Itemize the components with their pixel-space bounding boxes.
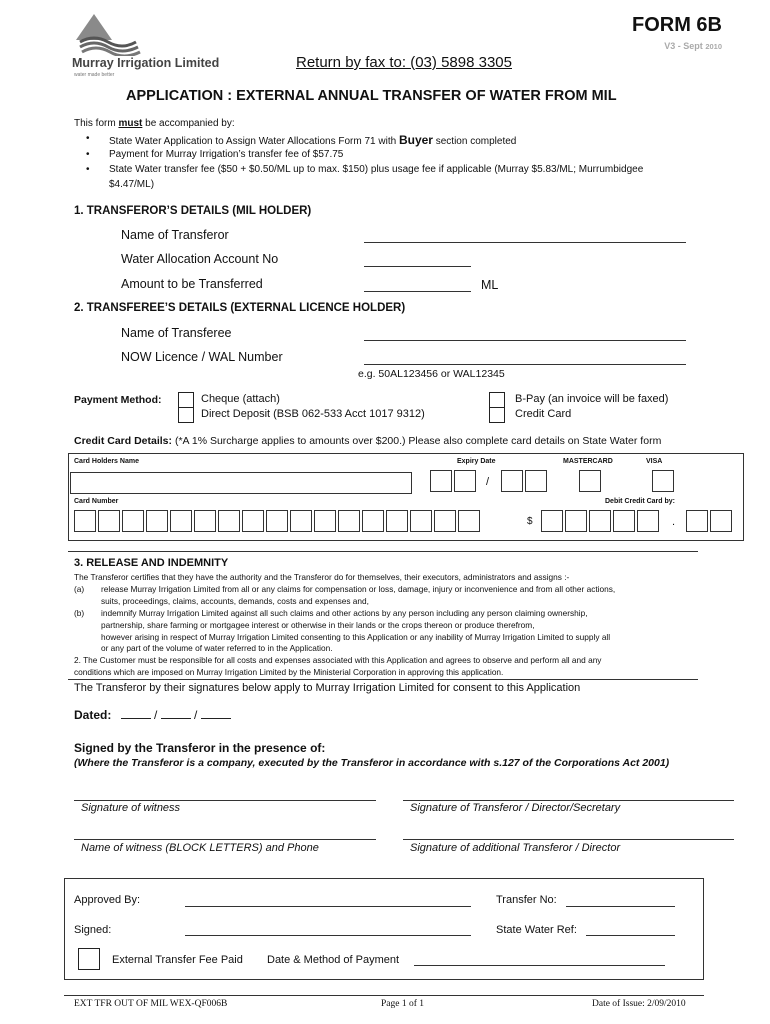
card-number-cell[interactable] bbox=[314, 510, 336, 532]
signed-label: Signed: bbox=[74, 924, 112, 936]
fee-paid-checkbox[interactable] bbox=[78, 948, 100, 970]
date-method-field[interactable] bbox=[414, 965, 665, 966]
account-label: Water Allocation Account No bbox=[121, 252, 279, 266]
card-details-label: Credit Card Details: bbox=[74, 435, 173, 447]
form-version-prefix: V3 - Sept bbox=[664, 41, 706, 51]
footer-left: EXT TFR OUT OF MIL WEX-QF006B bbox=[74, 999, 228, 1009]
footer-center: Page 1 of 1 bbox=[381, 999, 425, 1009]
visa-checkbox[interactable] bbox=[652, 470, 674, 492]
clause-b-marker: (b) bbox=[74, 607, 85, 618]
intro-lead-a: This form bbox=[74, 118, 119, 129]
bpay-checkbox[interactable] bbox=[489, 392, 505, 408]
clause-2-line2: conditions which are imposed on Murray Irrigation Limited by the Ministerial Corporation in approving this application. bbox=[74, 667, 504, 678]
bullet-3-cont: $4.47/ML) bbox=[109, 179, 155, 190]
bullet-3 bbox=[86, 164, 644, 175]
witness-signature-line[interactable] bbox=[74, 800, 376, 801]
expiry-year-cell[interactable] bbox=[501, 470, 523, 492]
payment-label: Payment Method: bbox=[74, 394, 162, 406]
card-number-cell[interactable] bbox=[122, 510, 144, 532]
form-code: FORM 6B bbox=[632, 14, 722, 36]
dated-year-field[interactable] bbox=[201, 718, 231, 719]
licence-field[interactable] bbox=[364, 364, 686, 365]
bullet-2 bbox=[86, 149, 344, 160]
card-number-cell[interactable] bbox=[218, 510, 240, 532]
card-number-cell[interactable] bbox=[434, 510, 456, 532]
clause-b-line2: partnership, share farming or mortgagee interest or otherwise in their lands or the crops thereon or produce therefrom, bbox=[101, 619, 535, 630]
dated-sep: / bbox=[150, 708, 161, 722]
clause-a-line2: suits, proceedings, claims, accounts, demands, costs and expenses and, bbox=[101, 595, 369, 606]
release-intro: The Transferor certifies that they have the authority and the Transferor do for themselves, their executors, administrators and assigns :- bbox=[74, 572, 570, 582]
approved-field[interactable] bbox=[185, 906, 471, 907]
expiry-year-cell[interactable] bbox=[525, 470, 547, 492]
expiry-month-cell[interactable] bbox=[454, 470, 476, 492]
approved-label: Approved By: bbox=[74, 894, 141, 906]
section1-heading: 1. TRANSFEROR’S DETAILS (MIL HOLDER) bbox=[74, 205, 312, 217]
witness-signature-label: Signature of witness bbox=[81, 802, 181, 814]
bullet-1-b: section completed bbox=[432, 136, 517, 147]
date-method-label: Date & Method of Payment bbox=[267, 954, 400, 966]
debit-amount-cell[interactable] bbox=[613, 510, 635, 532]
dated-day-field[interactable] bbox=[121, 718, 151, 719]
fax-line: Return by fax to: (03) 5898 3305 bbox=[296, 54, 512, 71]
murray-logo-icon bbox=[72, 12, 144, 56]
card-holder-label: Card Holders Name bbox=[74, 458, 139, 465]
debit-cents-cell[interactable] bbox=[710, 510, 732, 532]
dated-row bbox=[74, 708, 231, 722]
section3-body bbox=[74, 572, 734, 679]
intro-lead bbox=[74, 118, 235, 129]
bullet-dot-icon: • bbox=[86, 149, 90, 160]
dated-month-field[interactable] bbox=[161, 718, 191, 719]
bullet-2-text: Payment for Murray Irrigation’s transfer fee of $57.75 bbox=[109, 149, 344, 160]
state-water-label: State Water Ref: bbox=[496, 924, 577, 936]
licence-label: NOW Licence / WAL Number bbox=[121, 350, 283, 364]
form-version bbox=[664, 41, 722, 51]
card-number-cell[interactable] bbox=[362, 510, 384, 532]
card-details-note: (*A 1% Surcharge applies to amounts over $200.) Please also complete card details on State Water form bbox=[172, 435, 662, 447]
additional-signature-line[interactable] bbox=[403, 839, 734, 840]
transferee-name-label: Name of Transferee bbox=[121, 326, 232, 340]
card-number-label: Card Number bbox=[74, 498, 119, 505]
witness-name-label: Name of witness (BLOCK LETTERS) and Phone bbox=[81, 842, 319, 854]
amount-unit: ML bbox=[481, 278, 499, 292]
dated-label: Dated: bbox=[74, 708, 112, 722]
card-number-cell[interactable] bbox=[242, 510, 264, 532]
expiry-month-cell[interactable] bbox=[430, 470, 452, 492]
clause-a-line1: release Murray Irrigation Limited from all or any claims for compensation or loss, damage, injury or inconvenience and from all other actions, bbox=[101, 583, 616, 594]
section-divider bbox=[68, 551, 698, 552]
witness-name-line[interactable] bbox=[74, 839, 376, 840]
card-number-cell[interactable] bbox=[146, 510, 168, 532]
card-number-cell[interactable] bbox=[410, 510, 432, 532]
consent-text: The Transferor by their signatures below apply to Murray Irrigation Limited for consent to this Application bbox=[74, 682, 581, 694]
card-number-cell[interactable] bbox=[194, 510, 216, 532]
clause-a-marker: (a) bbox=[74, 583, 85, 594]
transferor-signature-label: Signature of Transferor / Director/Secretary bbox=[410, 802, 621, 814]
fee-paid-label: External Transfer Fee Paid bbox=[112, 954, 243, 966]
card-number-cell[interactable] bbox=[98, 510, 120, 532]
card-number-cell[interactable] bbox=[266, 510, 288, 532]
additional-signature-label: Signature of additional Transferor / Director bbox=[410, 842, 621, 854]
card-number-cell[interactable] bbox=[338, 510, 360, 532]
page-title: APPLICATION : EXTERNAL ANNUAL TRANSFER OF WATER FROM MIL bbox=[126, 88, 617, 104]
signing-note: (Where the Transferor is a company, executed by the Transferor in accordance with s.127 of the Corporations Act 2001) bbox=[74, 757, 670, 769]
licence-example: e.g. 50AL123456 or WAL12345 bbox=[358, 368, 505, 380]
clause-b-line3: however arising in respect of Murray Irrigation Limited consenting to this Application or any inability of Murray Irrigation Limited to supply all bbox=[101, 631, 611, 642]
clause-b-line4: or any part of the volume of water referred to in the Application. bbox=[101, 643, 333, 654]
signing-heading: Signed by the Transferor in the presence of: bbox=[74, 741, 326, 755]
transferee-name-field[interactable] bbox=[364, 340, 686, 341]
intro-must: must bbox=[118, 118, 143, 129]
cheque-checkbox[interactable] bbox=[178, 392, 194, 408]
card-number-cell[interactable] bbox=[386, 510, 408, 532]
dated-sep: / bbox=[190, 708, 201, 722]
visa-label: VISA bbox=[646, 458, 663, 465]
deposit-checkbox[interactable] bbox=[178, 407, 194, 423]
debit-amount-cell[interactable] bbox=[541, 510, 563, 532]
footer-rule bbox=[64, 995, 704, 996]
bpay-label: B-Pay (an invoice will be faxed) bbox=[515, 393, 669, 405]
debit-amount-cell[interactable] bbox=[637, 510, 659, 532]
transfer-no-field[interactable] bbox=[566, 906, 675, 907]
footer-right: Date of Issue: 2/09/2010 bbox=[592, 999, 686, 1009]
section2-heading: 2. TRANSFEREE’S DETAILS (EXTERNAL LICENCE HOLDER) bbox=[74, 302, 406, 314]
transferor-signature-line[interactable] bbox=[403, 800, 734, 801]
transfer-no-label: Transfer No: bbox=[496, 894, 557, 906]
card-number-cell[interactable] bbox=[170, 510, 192, 532]
clause-2-line1: 2. The Customer must be responsible for all costs and expenses associated with this Application and agrees to observe and perform all and any bbox=[74, 655, 602, 666]
cents-dot: . bbox=[672, 516, 676, 528]
credit-label: Credit Card bbox=[515, 408, 572, 420]
card-number-cell[interactable] bbox=[290, 510, 312, 532]
debit-label: Debit Credit Card by: bbox=[605, 498, 676, 505]
logo bbox=[72, 12, 222, 78]
clause-b-line1: indemnify Murray Irrigation Limited against all such claims and other actions by any person including any person claiming ownership, bbox=[101, 607, 588, 618]
mastercard-checkbox[interactable] bbox=[579, 470, 601, 492]
mastercard-label: MASTERCARD bbox=[563, 458, 613, 465]
expiry-separator: / bbox=[486, 476, 490, 488]
deposit-label: Direct Deposit (BSB 062-533 Acct 1017 9312) bbox=[201, 408, 425, 420]
cheque-label: Cheque (attach) bbox=[201, 393, 280, 405]
credit-checkbox[interactable] bbox=[489, 407, 505, 423]
signed-field[interactable] bbox=[185, 935, 471, 936]
bullet-dot-icon: • bbox=[86, 133, 90, 144]
form-version-year: 2010 bbox=[705, 42, 722, 51]
bullet-dot-icon: • bbox=[86, 164, 90, 175]
card-details-line bbox=[74, 435, 661, 447]
bullet-1-a: State Water Application to Assign Water Allocations Form 71 with bbox=[109, 136, 399, 147]
card-holder-input[interactable] bbox=[70, 472, 412, 494]
bullet-3-text: State Water transfer fee ($50 + $0.50/ML up to max. $150) plus usage fee if applicable (Murray $5.83/ML; Murrumbidgee bbox=[109, 164, 644, 175]
transferor-name-field[interactable] bbox=[364, 242, 686, 243]
account-field[interactable] bbox=[364, 266, 471, 267]
expiry-label: Expiry Date bbox=[457, 458, 496, 465]
logo-tagline: water made better bbox=[74, 72, 115, 78]
debit-amount-cell[interactable] bbox=[565, 510, 587, 532]
amount-field[interactable] bbox=[364, 291, 471, 292]
transferor-name-label: Name of Transferor bbox=[121, 228, 229, 242]
intro-lead-b: be accompanied by: bbox=[142, 118, 235, 129]
state-water-field[interactable] bbox=[586, 935, 675, 936]
dollar-sign: $ bbox=[527, 516, 533, 527]
card-number-cell[interactable] bbox=[74, 510, 96, 532]
card-number-cell[interactable] bbox=[458, 510, 480, 532]
debit-amount-cell[interactable] bbox=[589, 510, 611, 532]
logo-name: Murray Irrigation Limited bbox=[72, 56, 220, 70]
bullet-1 bbox=[86, 133, 517, 147]
debit-cents-cell[interactable] bbox=[686, 510, 708, 532]
amount-label: Amount to be Transferred bbox=[121, 277, 263, 291]
bullet-1-buyer: Buyer bbox=[398, 133, 433, 147]
section3-rule bbox=[68, 679, 698, 680]
section3-heading: 3. RELEASE AND INDEMNITY bbox=[74, 557, 229, 569]
